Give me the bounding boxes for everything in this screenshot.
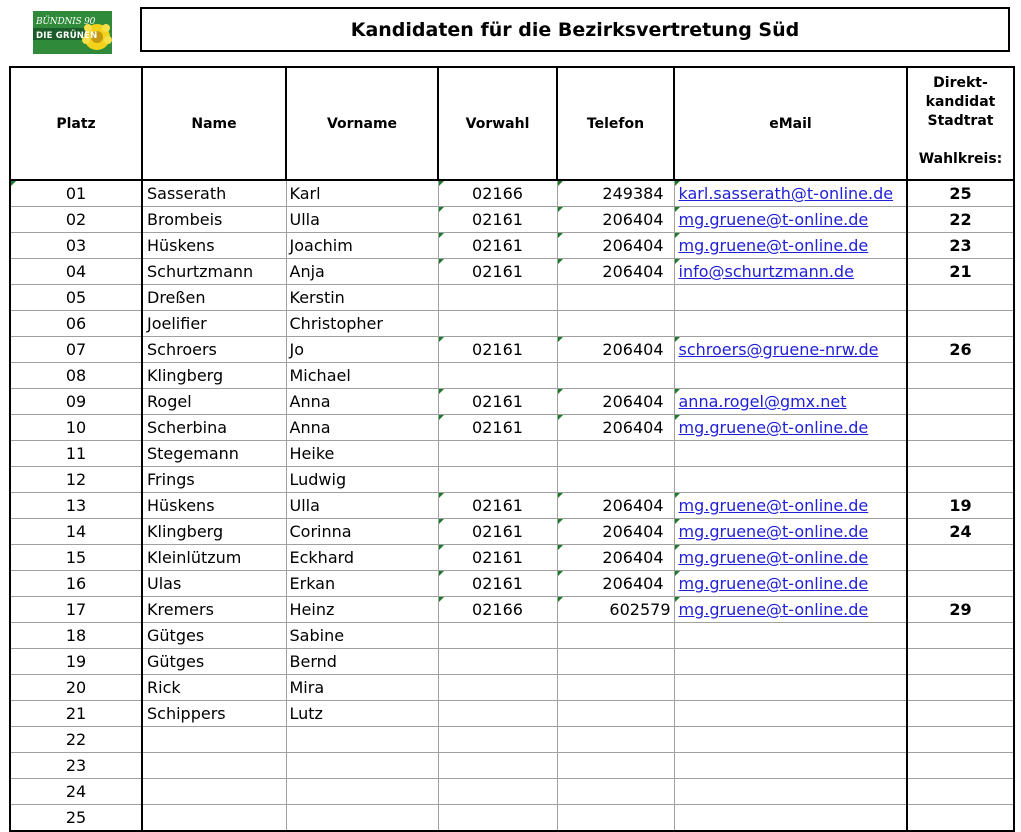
cell-vorwahl: 02166 [438,180,557,207]
comment-marker-icon [675,519,680,524]
cell-vorwahl [438,467,557,493]
table-row [10,805,1014,832]
cell-email[interactable] [674,259,907,285]
table-row [10,233,1014,259]
cell-email [674,675,907,701]
cell-vorname: Jo [286,337,438,363]
cell-email[interactable] [674,337,907,363]
cell-telefon: 206404 [557,493,674,519]
table-row [10,415,1014,441]
cell-wahlkreis: 21 [907,259,1014,285]
cell-email[interactable] [674,597,907,623]
comment-marker-icon [439,337,444,342]
email-link[interactable]: mg.gruene@t-online.de [678,418,869,437]
comment-marker-icon [439,389,444,394]
cell-vorname [286,727,438,753]
comment-marker-icon [675,259,680,264]
cell-vorwahl: 02161 [438,493,557,519]
cell-platz: 15 [10,545,142,571]
cell-vorwahl: 02161 [438,207,557,233]
cell-platz: 10 [10,415,142,441]
comment-marker-icon [439,519,444,524]
cell-vorwahl [438,779,557,805]
cell-vorname [286,753,438,779]
cell-telefon: 206404 [557,337,674,363]
header-name: Name [142,67,286,180]
cell-vorname [286,805,438,832]
cell-name [142,753,286,779]
cell-name: Klingberg [142,519,286,545]
cell-email [674,363,907,389]
comment-marker-icon [675,493,680,498]
comment-marker-icon [439,493,444,498]
cell-name [142,805,286,832]
comment-marker-icon [558,207,563,212]
cell-name [142,727,286,753]
cell-telefon [557,363,674,389]
comment-marker-icon [675,415,680,420]
email-link[interactable]: schroers@gruene-nrw.de [678,340,879,359]
email-link[interactable]: karl.sasserath@t-online.de [678,184,894,203]
cell-wahlkreis [907,649,1014,675]
cell-vorname: Joachim [286,233,438,259]
table-row [10,545,1014,571]
cell-platz: 03 [10,233,142,259]
cell-email [674,467,907,493]
header-vorwahl: Vorwahl [438,67,557,180]
cell-name: Scherbina [142,415,286,441]
cell-platz: 08 [10,363,142,389]
comment-marker-icon [675,389,680,394]
cell-vorname: Heinz [286,597,438,623]
cell-name: Gütges [142,649,286,675]
table-row [10,623,1014,649]
cell-name: Hüskens [142,493,286,519]
comment-marker-icon [558,493,563,498]
cell-telefon: 206404 [557,415,674,441]
cell-wahlkreis [907,467,1014,493]
cell-platz: 12 [10,467,142,493]
cell-platz: 02 [10,207,142,233]
cell-email [674,805,907,832]
cell-platz: 17 [10,597,142,623]
cell-name: Rogel [142,389,286,415]
comment-marker-icon [439,597,444,602]
cell-wahlkreis: 22 [907,207,1014,233]
cell-email[interactable] [674,207,907,233]
cell-vorwahl [438,701,557,727]
email-link[interactable]: info@schurtzmann.de [678,262,854,281]
cell-telefon [557,623,674,649]
cell-wahlkreis [907,779,1014,805]
cell-wahlkreis [907,285,1014,311]
cell-telefon: 206404 [557,389,674,415]
cell-vorname: Sabine [286,623,438,649]
cell-email [674,441,907,467]
cell-telefon [557,467,674,493]
cell-wahlkreis [907,441,1014,467]
cell-email [674,727,907,753]
cell-wahlkreis [907,389,1014,415]
cell-telefon: 249384 [557,180,674,207]
table-row [10,701,1014,727]
cell-email[interactable] [674,493,907,519]
table-row [10,675,1014,701]
cell-platz: 18 [10,623,142,649]
cell-wahlkreis [907,363,1014,389]
cell-telefon: 602579 [557,597,674,623]
cell-vorwahl [438,623,557,649]
cell-email [674,623,907,649]
comment-marker-icon [675,571,680,576]
cell-vorwahl [438,675,557,701]
cell-vorname: Ulla [286,207,438,233]
cell-telefon: 206404 [557,233,674,259]
cell-vorname: Anja [286,259,438,285]
cell-platz: 09 [10,389,142,415]
cell-wahlkreis: 24 [907,519,1014,545]
cell-vorname: Kerstin [286,285,438,311]
comment-marker-icon [439,545,444,550]
cell-vorwahl [438,753,557,779]
cell-wahlkreis [907,311,1014,337]
cell-vorname: Anna [286,415,438,441]
cell-vorwahl: 02161 [438,415,557,441]
email-link[interactable]: mg.gruene@t-online.de [678,210,869,229]
cell-vorname: Corinna [286,519,438,545]
cell-platz: 16 [10,571,142,597]
cell-telefon [557,675,674,701]
cell-platz: 13 [10,493,142,519]
cell-name: Brombeis [142,207,286,233]
cell-email [674,701,907,727]
cell-wahlkreis: 25 [907,180,1014,207]
comment-marker-icon [675,233,680,238]
comment-marker-icon [558,415,563,420]
cell-vorwahl: 02166 [438,597,557,623]
cell-wahlkreis: 19 [907,493,1014,519]
header-direktkandidat [907,67,1014,180]
header-row [10,67,1014,180]
logo-line1: BÜNDNIS 90 [36,17,96,27]
cell-telefon [557,779,674,805]
cell-email[interactable] [674,415,907,441]
table-row [10,441,1014,467]
cell-name: Rick [142,675,286,701]
table-row [10,779,1014,805]
cell-vorname: Karl [286,180,438,207]
cell-platz: 25 [10,805,142,832]
cell-vorwahl: 02161 [438,389,557,415]
header-email: eMail [674,67,907,180]
table-row [10,727,1014,753]
cell-name [142,779,286,805]
comment-marker-icon [439,415,444,420]
cell-platz: 19 [10,649,142,675]
cell-vorname: Ulla [286,493,438,519]
comment-marker-icon [439,233,444,238]
cell-email [674,649,907,675]
cell-wahlkreis [907,623,1014,649]
cell-email[interactable] [674,233,907,259]
cell-telefon [557,727,674,753]
cell-email [674,285,907,311]
cell-vorname: Ludwig [286,467,438,493]
cell-vorname: Anna [286,389,438,415]
cell-name: Ulas [142,571,286,597]
email-link[interactable]: mg.gruene@t-online.de [678,574,869,593]
cell-vorname: Heike [286,441,438,467]
header-telefon: Telefon [557,67,674,180]
cell-name: Stegemann [142,441,286,467]
cell-platz: 04 [10,259,142,285]
cell-email[interactable] [674,519,907,545]
comment-marker-icon [675,597,680,602]
cell-telefon [557,285,674,311]
cell-email [674,779,907,805]
table-row [10,649,1014,675]
cell-platz: 23 [10,753,142,779]
table-row [10,207,1014,233]
cell-telefon: 206404 [557,259,674,285]
cell-name: Kremers [142,597,286,623]
table-row [10,285,1014,311]
cell-wahlkreis: 29 [907,597,1014,623]
cell-vorwahl: 02161 [438,259,557,285]
cell-telefon: 206404 [557,545,674,571]
cell-telefon: 206404 [557,571,674,597]
cell-platz: 01 [10,180,142,207]
cell-name: Joelifier [142,311,286,337]
cell-name: Frings [142,467,286,493]
cell-telefon [557,311,674,337]
cell-platz: 24 [10,779,142,805]
comment-marker-icon [439,259,444,264]
cell-platz: 22 [10,727,142,753]
email-link[interactable]: mg.gruene@t-online.de [678,548,869,567]
cell-vorname: Christopher [286,311,438,337]
cell-wahlkreis: 26 [907,337,1014,363]
cell-vorname: Erkan [286,571,438,597]
cell-email [674,753,907,779]
cell-name: Sasserath [142,180,286,207]
cell-vorwahl: 02161 [438,233,557,259]
comment-marker-icon [675,181,680,186]
cell-vorname: Michael [286,363,438,389]
cell-name: Gütges [142,623,286,649]
cell-email[interactable] [674,389,907,415]
table-row [10,597,1014,623]
table-row [10,337,1014,363]
cell-vorwahl: 02161 [438,545,557,571]
cell-telefon [557,805,674,832]
cell-name: Schurtzmann [142,259,286,285]
cell-wahlkreis [907,545,1014,571]
cell-email[interactable] [674,180,907,207]
cell-vorname: Lutz [286,701,438,727]
cell-vorwahl: 02161 [438,337,557,363]
cell-platz: 07 [10,337,142,363]
cell-telefon: 206404 [557,207,674,233]
cell-vorwahl [438,805,557,832]
comment-marker-icon [558,259,563,264]
cell-vorwahl: 02161 [438,519,557,545]
title-box [140,7,1010,52]
cell-telefon [557,649,674,675]
email-link[interactable]: mg.gruene@t-online.de [678,522,869,541]
comment-marker-icon [439,571,444,576]
cell-vorwahl [438,363,557,389]
cell-name: Hüskens [142,233,286,259]
comment-marker-icon [675,207,680,212]
email-link[interactable]: mg.gruene@t-online.de [678,236,869,255]
table-row [10,389,1014,415]
cell-vorwahl [438,649,557,675]
cell-wahlkreis [907,805,1014,832]
comment-marker-icon [558,597,563,602]
cell-telefon [557,753,674,779]
cell-platz: 06 [10,311,142,337]
logo-line2: DIE GRÜNEN [36,31,98,41]
table-row [10,753,1014,779]
email-link[interactable]: mg.gruene@t-online.de [678,496,869,515]
comment-marker-icon [558,337,563,342]
comment-marker-icon [675,337,680,342]
comment-marker-icon [558,571,563,576]
candidate-table [9,66,1015,832]
cell-platz: 14 [10,519,142,545]
cell-vorwahl [438,311,557,337]
table-row [10,467,1014,493]
cell-email[interactable] [674,545,907,571]
party-logo [33,11,112,54]
cell-telefon [557,701,674,727]
cell-wahlkreis [907,571,1014,597]
table-row [10,363,1014,389]
cell-vorwahl [438,285,557,311]
cell-wahlkreis: 23 [907,233,1014,259]
cell-name: Schroers [142,337,286,363]
cell-platz: 11 [10,441,142,467]
cell-platz: 21 [10,701,142,727]
cell-platz: 20 [10,675,142,701]
table-row [10,571,1014,597]
cell-wahlkreis [907,675,1014,701]
comment-marker-icon [558,233,563,238]
comment-marker-icon [558,181,563,186]
cell-email [674,311,907,337]
table-row [10,519,1014,545]
cell-email[interactable] [674,571,907,597]
header-direkt-line1: Direkt- [933,75,988,91]
comment-marker-icon [675,545,680,550]
comment-marker-icon [439,207,444,212]
comment-marker-icon [558,389,563,394]
email-link[interactable]: mg.gruene@t-online.de [678,600,869,619]
cell-wahlkreis [907,415,1014,441]
table-row [10,493,1014,519]
cell-telefon [557,441,674,467]
table-row [10,259,1014,285]
header-platz: Platz [10,67,142,180]
cell-vorwahl [438,441,557,467]
cell-name: Kleinlützum [142,545,286,571]
header-direkt-line2: kandidat [925,94,996,110]
cell-vorname: Eckhard [286,545,438,571]
table-row [10,311,1014,337]
page-title: Kandidaten für die Bezirksvertretung Süd [350,18,800,41]
cell-wahlkreis [907,701,1014,727]
cell-vorwahl [438,727,557,753]
cell-name: Dreßen [142,285,286,311]
cell-telefon: 206404 [557,519,674,545]
comment-marker-icon [558,545,563,550]
cell-wahlkreis [907,753,1014,779]
cell-name: Klingberg [142,363,286,389]
cell-vorname [286,779,438,805]
cell-wahlkreis [907,727,1014,753]
comment-marker-icon [439,181,444,186]
header-direkt-line3: Stadtrat [927,113,994,129]
email-link[interactable]: anna.rogel@gmx.net [678,392,847,411]
header-vorname: Vorname [286,67,438,180]
table-row [10,180,1014,207]
cell-vorname: Mira [286,675,438,701]
cell-vorname: Bernd [286,649,438,675]
comment-marker-icon [11,181,16,186]
comment-marker-icon [558,519,563,524]
header-wahlkreis: Wahlkreis: [918,151,1003,167]
cell-vorwahl: 02161 [438,571,557,597]
cell-platz: 05 [10,285,142,311]
cell-name: Schippers [142,701,286,727]
